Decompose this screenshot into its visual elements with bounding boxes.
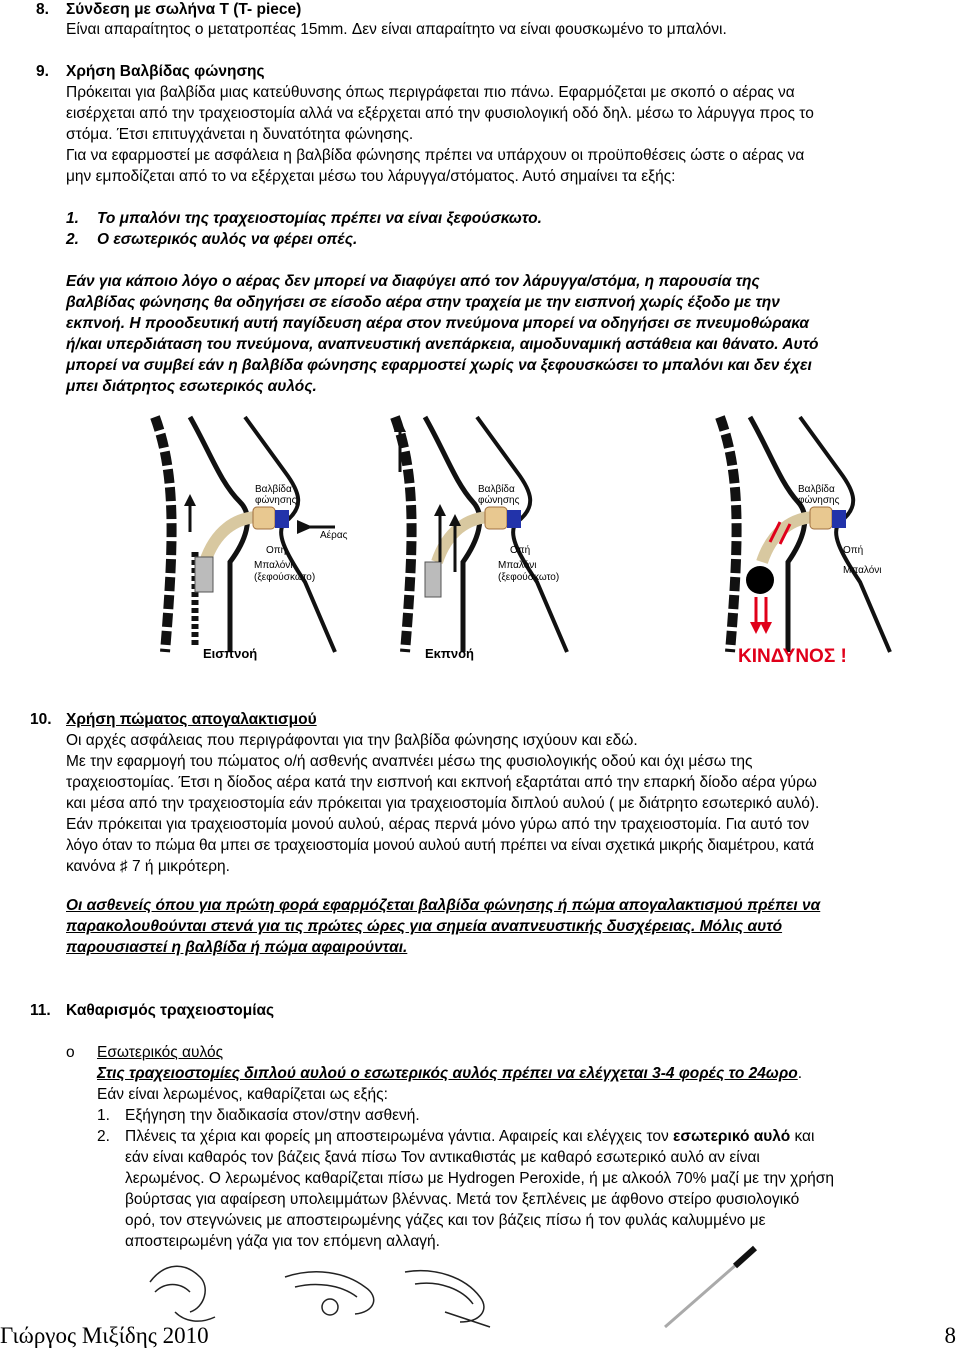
exhalation-caption: Εκπνοή	[425, 646, 474, 661]
warning-line: ή/και υπερδιάταση του πνεύμονα, αναπνευστική ανεπάρκεια, αιμοδυναμική αστάθεια και θάνατο. Αυτό	[66, 336, 819, 353]
deflated-label: (ξεφούσκωτο)	[254, 572, 316, 583]
condition-text: Ο εσωτερικός αυλός να φέρει οπές.	[97, 231, 358, 248]
paragraph-line: τραχειοστομίας. Έτσι η δίοδος αέρα κατά την εισπνοή και εκπνοή εξαρτάται από την επαρκή δίοδο αέρα γύρω	[66, 774, 817, 791]
section-number: 9.	[36, 63, 49, 80]
inhalation-caption: Εισπνοή	[203, 646, 258, 661]
bullet: o	[66, 1044, 75, 1061]
section-title: Χρήση Βαλβίδας φώνησης	[66, 63, 265, 80]
paragraph-line: ορό, τον στεγνώνεις με αποστειρωμένης γάζες και τον βάζεις πίσω ή τον φυλάς καλυμμένο με	[125, 1212, 766, 1229]
brush-sketch	[665, 1248, 755, 1327]
warning-line: μπορεί να συμβεί εάν η βαλβίδα φώνησης εφαρμοστεί χωρίς να ξεφουσκώσει το μπαλόνι και δεν έχει	[66, 357, 812, 374]
paragraph-line: Με την εφαρμογή του πώματος ο/ή ασθενής αναπνέει μέσω της φυσιολογικής οδού και όχι μέσω της	[66, 753, 753, 770]
step-text-post: και	[790, 1128, 815, 1145]
paragraph-line: Οι αρχές ασφάλειας που περιγράφονται για την βαλβίδα φώνησης ισχύουν και εδώ.	[66, 732, 638, 749]
air-label: Αέρας	[320, 530, 348, 541]
page-number: 8	[944, 1323, 956, 1348]
warning-line: βαλβίδας φώνησης θα οδηγήσει σε είσοδο αέρα στην τραχεία με την εισπνοή χωρίς έξοδο με την	[66, 294, 780, 311]
inhalation-diagram	[135, 412, 395, 662]
section-number: 11.	[30, 1002, 51, 1019]
hole-label: Οπή	[843, 545, 864, 556]
valve-label: Βαλβίδα	[798, 484, 835, 495]
paragraph-line: Πρόκειται για βαλβίδα μιας κατεύθυνσης όπως περιγράφεται πιο πάνω. Εφαρμόζεται με σκοπό ο αέρας να	[66, 84, 795, 101]
paragraph-line: μην εμποδίζεται από το να εξέρχεται μέσω του λάρυγγα/στόματος. Αυτό σημαίνει τα εξής:	[66, 168, 676, 185]
valve-label: Βαλβίδα	[255, 484, 292, 495]
condition-number: 1.	[66, 210, 79, 227]
hand-removal-sketch-3	[405, 1271, 490, 1327]
paragraph-line: λόγο όταν το πώμα θα μπει σε τραχειοστομία μονού αυλού αυτή πρέπει να είναι σχετικά μικρής διαμέτρου, κατά	[66, 837, 814, 854]
balloon-label: Μπαλόνι	[843, 565, 882, 576]
danger-diagram	[700, 412, 950, 662]
condition-number: 2.	[66, 231, 79, 248]
bold-line-end: .	[797, 1065, 803, 1082]
bold-line	[97, 1064, 802, 1085]
step-text: Εξήγηση την διαδικασία στον/στην ασθενή.	[125, 1107, 420, 1124]
exhalation-diagram	[365, 412, 625, 662]
paragraph-line: αποστειρωμένη γάζα για τον επόμενη αλλαγή.	[125, 1233, 440, 1250]
footer-author: Γιώργος Μιξίδης 2010	[0, 1323, 209, 1348]
deflated-label: (ξεφούσκωτο)	[498, 572, 560, 583]
section-number: 8.	[36, 1, 49, 18]
hole-label: Οπή	[266, 545, 287, 556]
balloon-label: Μπαλόνι	[498, 560, 537, 571]
warning-line: εκπνοή. Η προοδευτική αυτή παγίδευση αέρα στον πνεύμονα μπορεί να οδηγήσει σε πνευμοθώρακα	[66, 315, 810, 332]
balloon-label: Μπαλόνι	[254, 560, 293, 571]
valve-label-2: φώνησης	[798, 495, 840, 506]
paragraph-line: και μέσα από την τραχειοστομία εάν πρόκειται για τραχειοστομία διπλού αυλού ( με διάτρητο εσωτερικό αυλό).	[66, 795, 820, 812]
paragraph-line: εάν είναι καθαρός τον βάζεις ξανά πίσω Τον αντικαθιστάς με καθαρό εσωτερικό αυλό αν είναι	[125, 1149, 760, 1166]
danger-caption: ΚΙΝΔΥΝΟΣ !	[738, 646, 847, 667]
paragraph-line: Εάν είναι λερωμένος, καθαρίζεται ως εξής:	[97, 1086, 388, 1103]
note-line: Οι ασθενείς όπου για πρώτη φορά εφαρμόζεται βαλβίδα φώνησης ή πώμα απογαλακτισμού πρέπει να	[66, 897, 821, 914]
step-text-pre: Πλένεις τα χέρια και φορείς μη αποστειρωμένα γάντια. Αφαιρείς και ελέγχεις τον	[125, 1128, 674, 1145]
subtitle: Εσωτερικός αυλός	[97, 1044, 224, 1061]
warning-line: Εάν για κάποιο λόγο ο αέρας δεν μπορεί να διαφύγει από τον λάρυγγα/στόμα, η παρουσία της	[66, 273, 760, 290]
hand-removal-sketch-2	[285, 1272, 374, 1315]
note-line: παρακολουθούνται στενά για τις πρώτες ώρες για σημεία αναπνευστικής δυσχέρειας. Μόλις αυτό	[66, 918, 783, 935]
paragraph-line: Είναι απαραίτητος ο μετατροπέας 15mm. Δεν είναι απαραίτητο να είναι φουσκωμένο το μπαλόνι.	[66, 21, 727, 38]
section-number: 10.	[30, 711, 52, 728]
warning-line: μπει διάτρητος εσωτερικός αυλός.	[66, 378, 317, 395]
note-line: παρουσιαστεί η βαλβίδα ή πώμα αφαιρούνται.	[66, 939, 408, 956]
step-text-bold: εσωτερικό αυλό	[673, 1128, 791, 1145]
bold-line-text: Στις τραχειοστομίες διπλού αυλού ο εσωτερικός αυλός πρέπει να ελέγχεται 3-4 φορές το 24ωρο	[97, 1065, 798, 1082]
paragraph-line: βούρτσας για αφαίρεση υπολειμμάτων βλέννας. Μετά τον ξεπλένεις με άφθονο στείρο φυσιολογικό	[125, 1191, 800, 1208]
cleaning-illustrations	[145, 1252, 765, 1332]
step-number: 2.	[97, 1128, 110, 1145]
paragraph-line: λερωμένος. Ο λερωμένος καθαρίζεται πίσω με Hydrogen Peroxide, ή με αλκοόλ 70% μαζί με την χρήση	[125, 1170, 834, 1187]
valve-label-2: φώνησης	[255, 495, 297, 506]
valve-label-2: φώνησης	[478, 495, 520, 506]
paragraph-line: εισέρχεται από την τραχειοστομία αλλά να εξέρχεται από την φυσιολογική οδό δηλ. μέσω το λάρυγγα προς το	[66, 105, 814, 122]
section-title: Καθαρισμός τραχειοστομίας	[66, 1002, 275, 1019]
hole-label: Οπή	[510, 545, 531, 556]
step-number: 1.	[97, 1107, 110, 1124]
paragraph-line: κανόνα ♯ 7 ή μικρότερη.	[66, 858, 230, 875]
section-title: Χρήση πώματος απογαλακτισμού	[66, 711, 317, 728]
step-text	[125, 1127, 814, 1148]
valve-label: Βαλβίδα	[478, 484, 515, 495]
condition-text: Το μπαλόνι της τραχειοστομίας πρέπει να είναι ξεφούσκωτο.	[97, 210, 542, 227]
hand-removal-sketch-1	[150, 1266, 215, 1321]
section-title: Σύνδεση με σωλήνα Τ (T- piece)	[66, 1, 302, 18]
paragraph-line: στόμα. Έτσι επιτυγχάνεται η δυνατότητα φώνησης.	[66, 126, 414, 143]
paragraph-line: Εάν πρόκειται για τραχειοστομία μονού αυλού, αέρας περνά μόνο γύρω από την τραχειοστομία. Για αυτό τον	[66, 816, 810, 833]
paragraph-line: Για να εφαρμοστεί με ασφάλεια η βαλβίδα φώνησης πρέπει να υπάρχουν οι προϋποθέσεις ώστε ο αέρας να	[66, 147, 805, 164]
